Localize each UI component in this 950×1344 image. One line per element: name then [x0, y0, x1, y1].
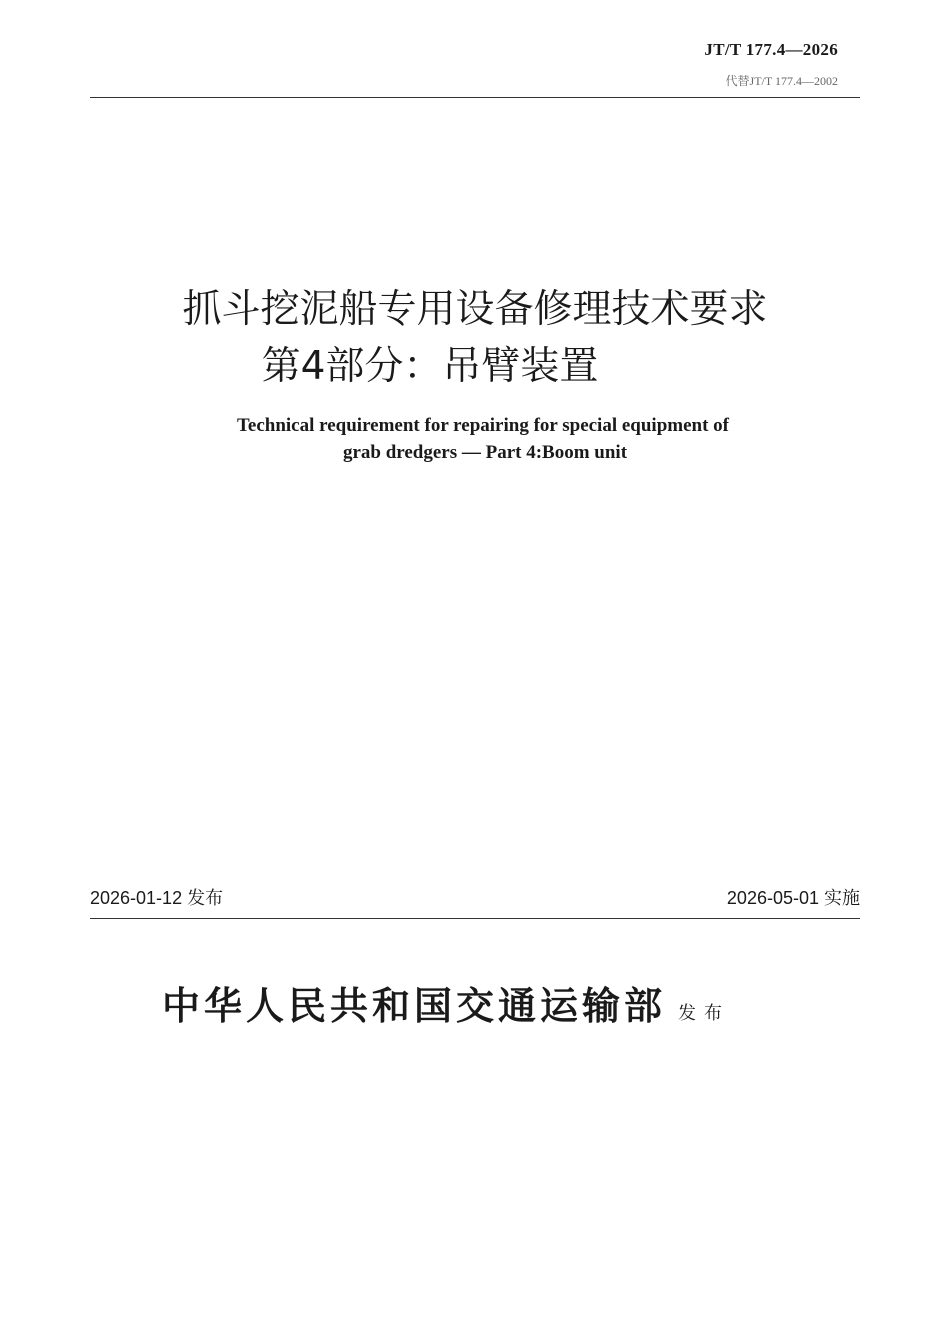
standard-number: JT/T 177.4—2026 — [704, 40, 838, 59]
header-divider — [90, 97, 860, 98]
issuer-name: 中华人民共和国交通运输部 — [162, 983, 667, 1028]
issuer-block — [162, 975, 730, 1030]
implementation-date: 2026-05-01 实施 — [726, 888, 860, 908]
title-cn-line1: 抓斗挖泥船专用设备修理技术要求 — [182, 287, 768, 332]
title-en-line2: grab dredgers — Part 4:Boom unit — [342, 442, 628, 463]
title-en-line1: Technical requirement for repairing for special equipment of — [236, 415, 730, 436]
replaces-standard: 代替JT/T 177.4—2002 — [725, 74, 838, 88]
title-cn-line2: 第4部分：吊臂装置 — [261, 344, 599, 389]
issue-date: 2026-01-12 发布 — [90, 888, 224, 908]
issuer-suffix: 发布 — [678, 1003, 731, 1024]
footer-divider — [90, 918, 860, 919]
